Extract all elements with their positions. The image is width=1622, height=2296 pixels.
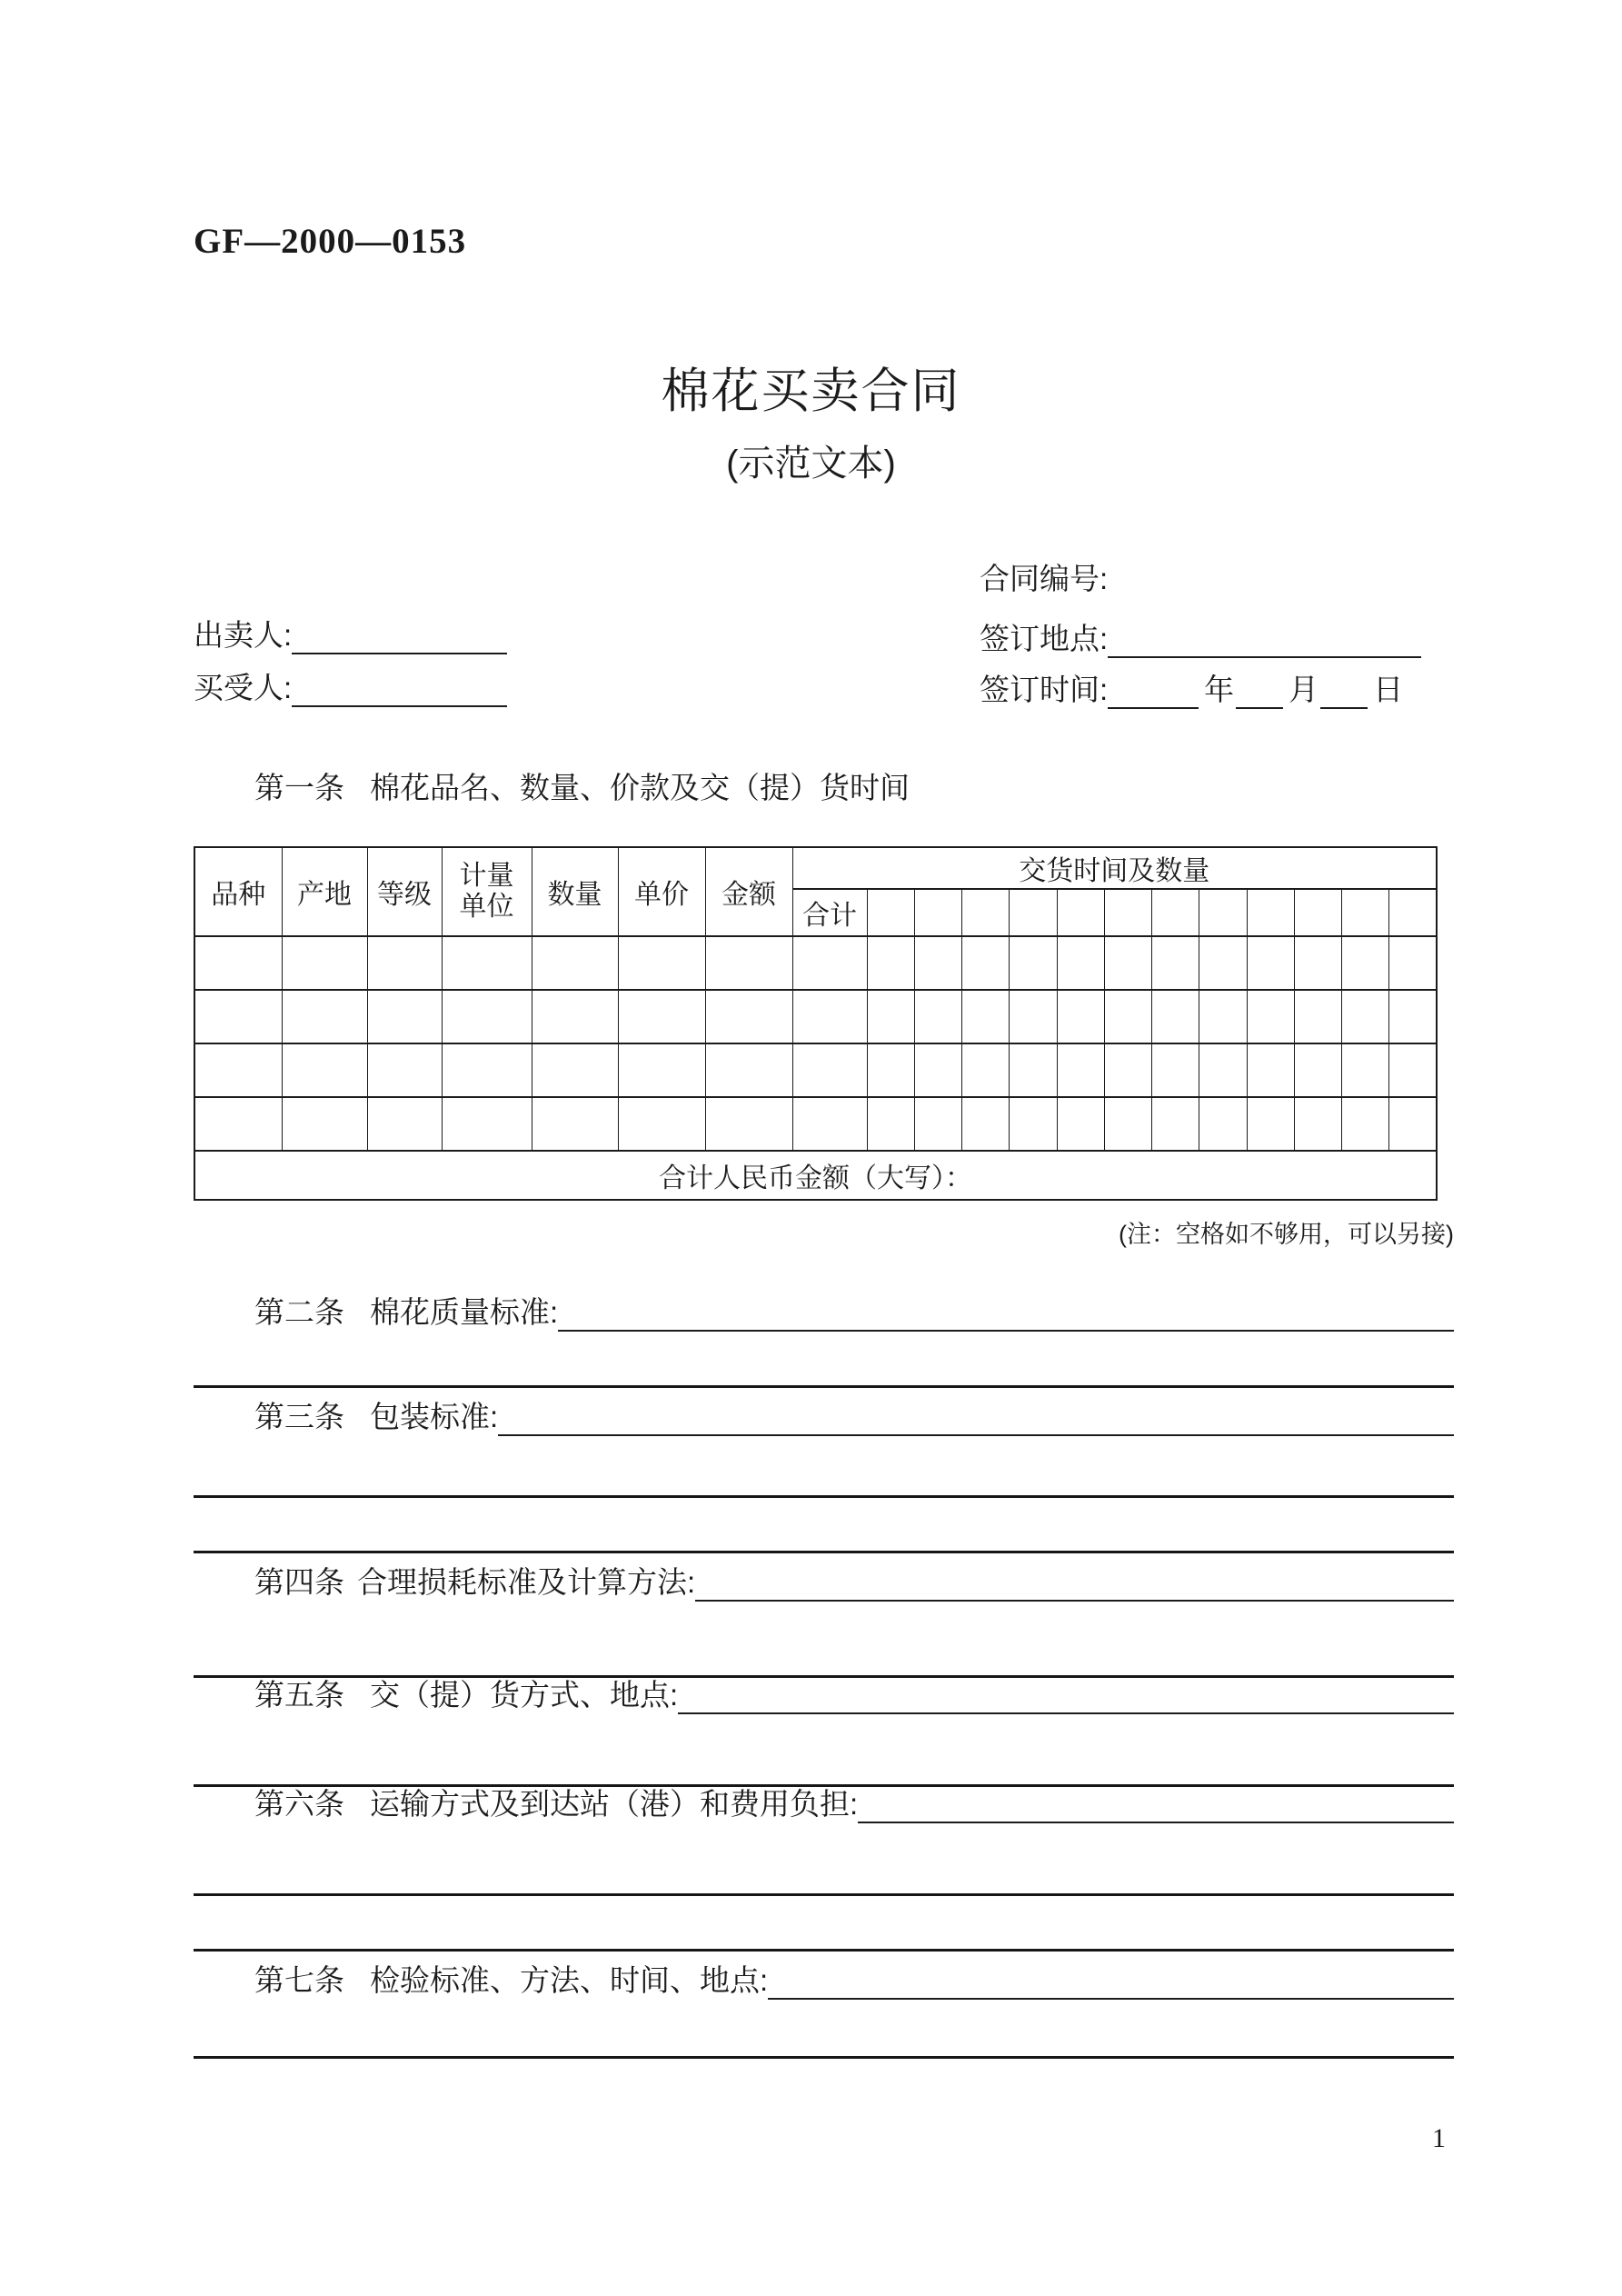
section-7-fill-in-line: [768, 1963, 1454, 2000]
empty-cell: [792, 990, 867, 1043]
sign-time-label: 签订时间:: [980, 673, 1109, 706]
section-4-label: 第四条: [254, 1565, 344, 1599]
empty-cell: [1010, 1097, 1057, 1151]
col-header-unit-text: 计量单位: [459, 861, 514, 922]
commodity-table: [194, 846, 1438, 1201]
empty-cell: [867, 1097, 914, 1151]
delivery-sub-column-cell: [914, 889, 961, 936]
section-7-label: 第七条: [254, 1963, 344, 1997]
section-7-title: 检验标准、方法、时间、地点:: [370, 1963, 769, 1997]
empty-cell: [1247, 1043, 1294, 1097]
empty-cell: [367, 936, 442, 990]
empty-cell: [1247, 1097, 1294, 1151]
seller-fill-in-line: [292, 616, 507, 654]
empty-cell: [442, 1097, 532, 1151]
empty-cell: [1294, 936, 1341, 990]
section-7-heading: [194, 1963, 1454, 2000]
empty-cell: [962, 1097, 1010, 1151]
section-6-title: 运输方式及到达站（港）和费用负担:: [370, 1787, 859, 1821]
blank-continuation-line: [194, 2056, 1454, 2059]
empty-cell: [962, 936, 1010, 990]
empty-cell: [1152, 936, 1199, 990]
section-3-fill-in-line: [498, 1400, 1454, 1436]
empty-cell: [367, 990, 442, 1043]
empty-cell: [1199, 1043, 1247, 1097]
empty-cell: [194, 990, 282, 1043]
empty-cell: [1010, 990, 1057, 1043]
delivery-sub-column-cell: [1389, 889, 1437, 936]
col-header-amount: 金额: [705, 847, 792, 936]
section-3-heading: [194, 1400, 1454, 1436]
empty-cell: [1342, 1097, 1389, 1151]
empty-cell: [1199, 936, 1247, 990]
delivery-sub-column-cell: [1342, 889, 1389, 936]
empty-cell: [705, 936, 792, 990]
col-header-origin: 产地: [282, 847, 367, 936]
commodity-table-wrapper: [194, 846, 1438, 1201]
col-header-grade: 等级: [367, 847, 442, 936]
empty-cell: [1010, 936, 1057, 990]
empty-cell: [867, 990, 914, 1043]
form-number: GF—2000—0153: [194, 222, 467, 261]
section-4-title: 合理损耗标准及计算方法:: [357, 1565, 696, 1599]
table-note: (注：空格如不够用，可以另接): [1119, 1221, 1454, 1248]
empty-cell: [194, 1043, 282, 1097]
table-row: [194, 1043, 1437, 1097]
section-1-heading: [254, 769, 910, 807]
table-row: [194, 1097, 1437, 1151]
empty-cell: [1342, 990, 1389, 1043]
month-label: 月: [1289, 673, 1319, 706]
delivery-sub-column-cell: [867, 889, 914, 936]
empty-cell: [282, 990, 367, 1043]
section-2-fill-in-line: [558, 1295, 1454, 1332]
empty-cell: [867, 1043, 914, 1097]
empty-cell: [1057, 1043, 1104, 1097]
table-row: [194, 990, 1437, 1043]
section-5-heading: [194, 1678, 1454, 1714]
empty-cell: [1104, 990, 1151, 1043]
section-5-fill-in-line: [678, 1678, 1454, 1714]
delivery-sub-column-cell: [1152, 889, 1199, 936]
empty-cell: [914, 936, 961, 990]
delivery-sub-column-cell: [1247, 889, 1294, 936]
col-header-price: 单价: [618, 847, 705, 936]
empty-cell: [618, 1043, 705, 1097]
blank-continuation-line: [194, 1385, 1454, 1388]
section-1-title: 棉花品名、数量、价款及交（提）货时间: [370, 771, 910, 804]
empty-cell: [442, 936, 532, 990]
contract-number-label: 合同编号:: [980, 562, 1109, 595]
empty-cell: [914, 1043, 961, 1097]
empty-cell: [962, 1043, 1010, 1097]
table-row: [194, 936, 1437, 990]
empty-cell: [1057, 936, 1104, 990]
page-number: 1: [1432, 2123, 1446, 2153]
year-fill-in-line: [1108, 671, 1199, 709]
empty-cell: [1057, 990, 1104, 1043]
empty-cell: [1294, 1097, 1341, 1151]
empty-cell: [367, 1043, 442, 1097]
empty-cell: [442, 1043, 532, 1097]
empty-cell: [1057, 1097, 1104, 1151]
delivery-sub-column-cell: [1010, 889, 1057, 936]
empty-cell: [1389, 990, 1437, 1043]
empty-cell: [867, 936, 914, 990]
sign-time-row: [980, 671, 1405, 709]
empty-cell: [1104, 1043, 1151, 1097]
empty-cell: [618, 936, 705, 990]
empty-cell: [1247, 936, 1294, 990]
seller-row: [194, 616, 507, 654]
delivery-sub-column-cell: [1057, 889, 1104, 936]
delivery-sub-column-cell: [1104, 889, 1151, 936]
buyer-label: 买受人:: [194, 671, 293, 704]
section-2-label: 第二条: [254, 1295, 344, 1329]
sign-place-fill-in-line: [1108, 620, 1421, 658]
empty-cell: [282, 1097, 367, 1151]
empty-cell: [1389, 1043, 1437, 1097]
empty-cell: [442, 990, 532, 1043]
seller-label: 出卖人:: [194, 618, 293, 652]
empty-cell: [532, 1097, 618, 1151]
day-fill-in-line: [1320, 671, 1368, 709]
empty-cell: [1152, 1043, 1199, 1097]
section-3-label: 第三条: [254, 1400, 344, 1433]
section-4-fill-in-line: [695, 1565, 1454, 1602]
delivery-sub-column-cell: [1294, 889, 1341, 936]
empty-cell: [1342, 1043, 1389, 1097]
empty-cell: [1199, 1097, 1247, 1151]
blank-continuation-line: [194, 1893, 1454, 1896]
empty-cell: [962, 990, 1010, 1043]
year-label: 年: [1204, 673, 1235, 706]
empty-cell: [1389, 1097, 1437, 1151]
empty-cell: [618, 1097, 705, 1151]
empty-cell: [1294, 990, 1341, 1043]
blank-continuation-line: [194, 1949, 1454, 1952]
empty-cell: [1342, 936, 1389, 990]
empty-cell: [1389, 936, 1437, 990]
contract-title: 棉花买卖合同: [661, 364, 961, 418]
delivery-total-label: 合计: [792, 889, 867, 936]
empty-cell: [792, 936, 867, 990]
col-header-variety: 品种: [194, 847, 282, 936]
empty-cell: [1010, 1043, 1057, 1097]
empty-cell: [914, 990, 961, 1043]
blank-continuation-line: [194, 1551, 1454, 1553]
empty-cell: [1152, 1097, 1199, 1151]
empty-cell: [1104, 936, 1151, 990]
empty-cell: [1152, 990, 1199, 1043]
sign-place-row: [980, 620, 1421, 658]
section-4-heading: [194, 1565, 1454, 1602]
section-1-label: 第一条: [254, 771, 344, 804]
empty-cell: [1294, 1043, 1341, 1097]
sign-place-label: 签订地点:: [980, 622, 1109, 655]
delivery-sub-column-cell: [1199, 889, 1247, 936]
contract-subtitle: (示范文本): [726, 444, 896, 484]
section-6-label: 第六条: [254, 1787, 344, 1821]
empty-cell: [282, 936, 367, 990]
empty-cell: [1199, 990, 1247, 1043]
col-header-unit: [442, 847, 532, 936]
contract-number-row: [980, 560, 1108, 598]
day-label: 日: [1373, 673, 1404, 706]
empty-cell: [532, 1043, 618, 1097]
empty-cell: [914, 1097, 961, 1151]
empty-cell: [532, 936, 618, 990]
section-5-title: 交（提）货方式、地点:: [370, 1678, 679, 1712]
empty-cell: [792, 1097, 867, 1151]
empty-cell: [282, 1043, 367, 1097]
empty-cell: [792, 1043, 867, 1097]
empty-cell: [367, 1097, 442, 1151]
section-2-heading: [194, 1295, 1454, 1332]
buyer-fill-in-line: [292, 669, 507, 707]
empty-cell: [618, 990, 705, 1043]
empty-cell: [705, 1097, 792, 1151]
empty-cell: [1104, 1097, 1151, 1151]
section-6-fill-in-line: [858, 1787, 1454, 1823]
section-3-title: 包装标准:: [370, 1400, 499, 1433]
blank-continuation-line: [194, 1495, 1454, 1498]
empty-cell: [1247, 990, 1294, 1043]
empty-cell: [705, 990, 792, 1043]
section-6-heading: [194, 1787, 1454, 1823]
col-header-delivery-time-quantity: 交货时间及数量: [792, 847, 1437, 889]
empty-cell: [194, 1097, 282, 1151]
delivery-sub-column-cell: [962, 889, 1010, 936]
total-amount-in-words-label: 合计人民币金额（大写）：: [194, 1151, 1437, 1200]
section-2-title: 棉花质量标准:: [370, 1295, 559, 1329]
empty-cell: [532, 990, 618, 1043]
col-header-quantity: 数量: [532, 847, 618, 936]
empty-cell: [194, 936, 282, 990]
buyer-row: [194, 669, 507, 707]
month-fill-in-line: [1236, 671, 1283, 709]
empty-cell: [705, 1043, 792, 1097]
section-5-label: 第五条: [254, 1678, 344, 1712]
